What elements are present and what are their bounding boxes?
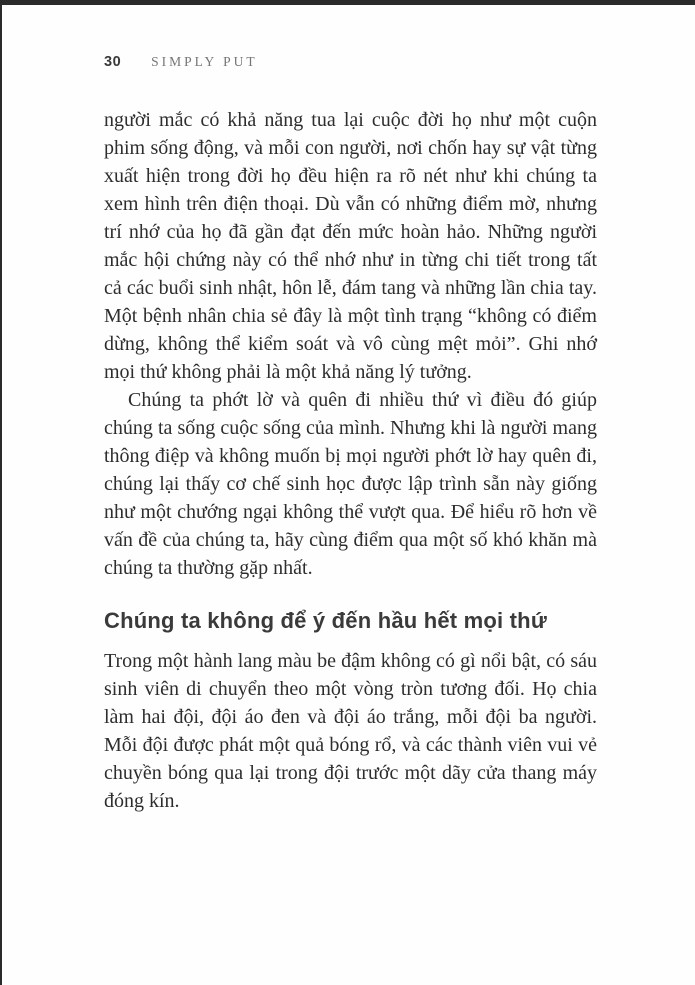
page-number: 30 xyxy=(104,54,122,70)
running-title: SIMPLY PUT xyxy=(151,54,258,69)
body-text-block xyxy=(104,106,597,815)
paragraph-3: Trong một hành lang màu be đậm không có gì nổi bật, có sáu sinh viên di chuyển theo một vòng tròn tương đối. Họ chia làm hai đội, đội áo đen và đội áo trắng, mỗi đội ba người. Mỗi đội được phát một quả bóng rổ, và các thành viên vui vẻ chuyền bóng qua lại trong đội trước một dãy cửa thang máy đóng kín. xyxy=(104,650,597,812)
paragraph-continuation: người mắc có khả năng tua lại cuộc đời họ như một cuộn phim sống động, và mỗi con người, nơi chốn hay sự vật từng xuất hiện trong đời họ đều hiện ra rõ nét như khi chúng ta xem hình trên điện thoại. Dù vẫn có những điểm mờ, nhưng trí nhớ của họ đã gần đạt đến mức hoàn hảo. Những người mắc hội chứng này có thể nhớ như in từng chi tiết trong tất cả các buổi sinh nhật, hôn lễ, đám tang và những lần chia tay. Một bệnh nhân chia sẻ đây là một tình trạng “không có điểm dừng, không thể kiểm soát và vô cùng mệt mỏi”. Ghi nhớ mọi thứ không phải là một khả năng lý tưởng. xyxy=(104,109,597,383)
paragraph-2: Chúng ta phớt lờ và quên đi nhiều thứ vì điều đó giúp chúng ta sống cuộc sống của mình. Nhưng khi là người mang thông điệp và không muốn bị mọi người phớt lờ hay quên đi, chúng lại thấy cơ chế sinh học được lập trình sẵn này giống như một chướng ngại không thể vượt qua. Để hiểu rõ hơn về vấn đề của chúng ta, hãy cùng điểm qua một số khó khăn mà chúng ta thường gặp nhất. xyxy=(104,389,597,579)
section-heading: Chúng ta không để ý đến hầu hết mọi thứ xyxy=(104,608,547,633)
page-header xyxy=(104,54,597,70)
